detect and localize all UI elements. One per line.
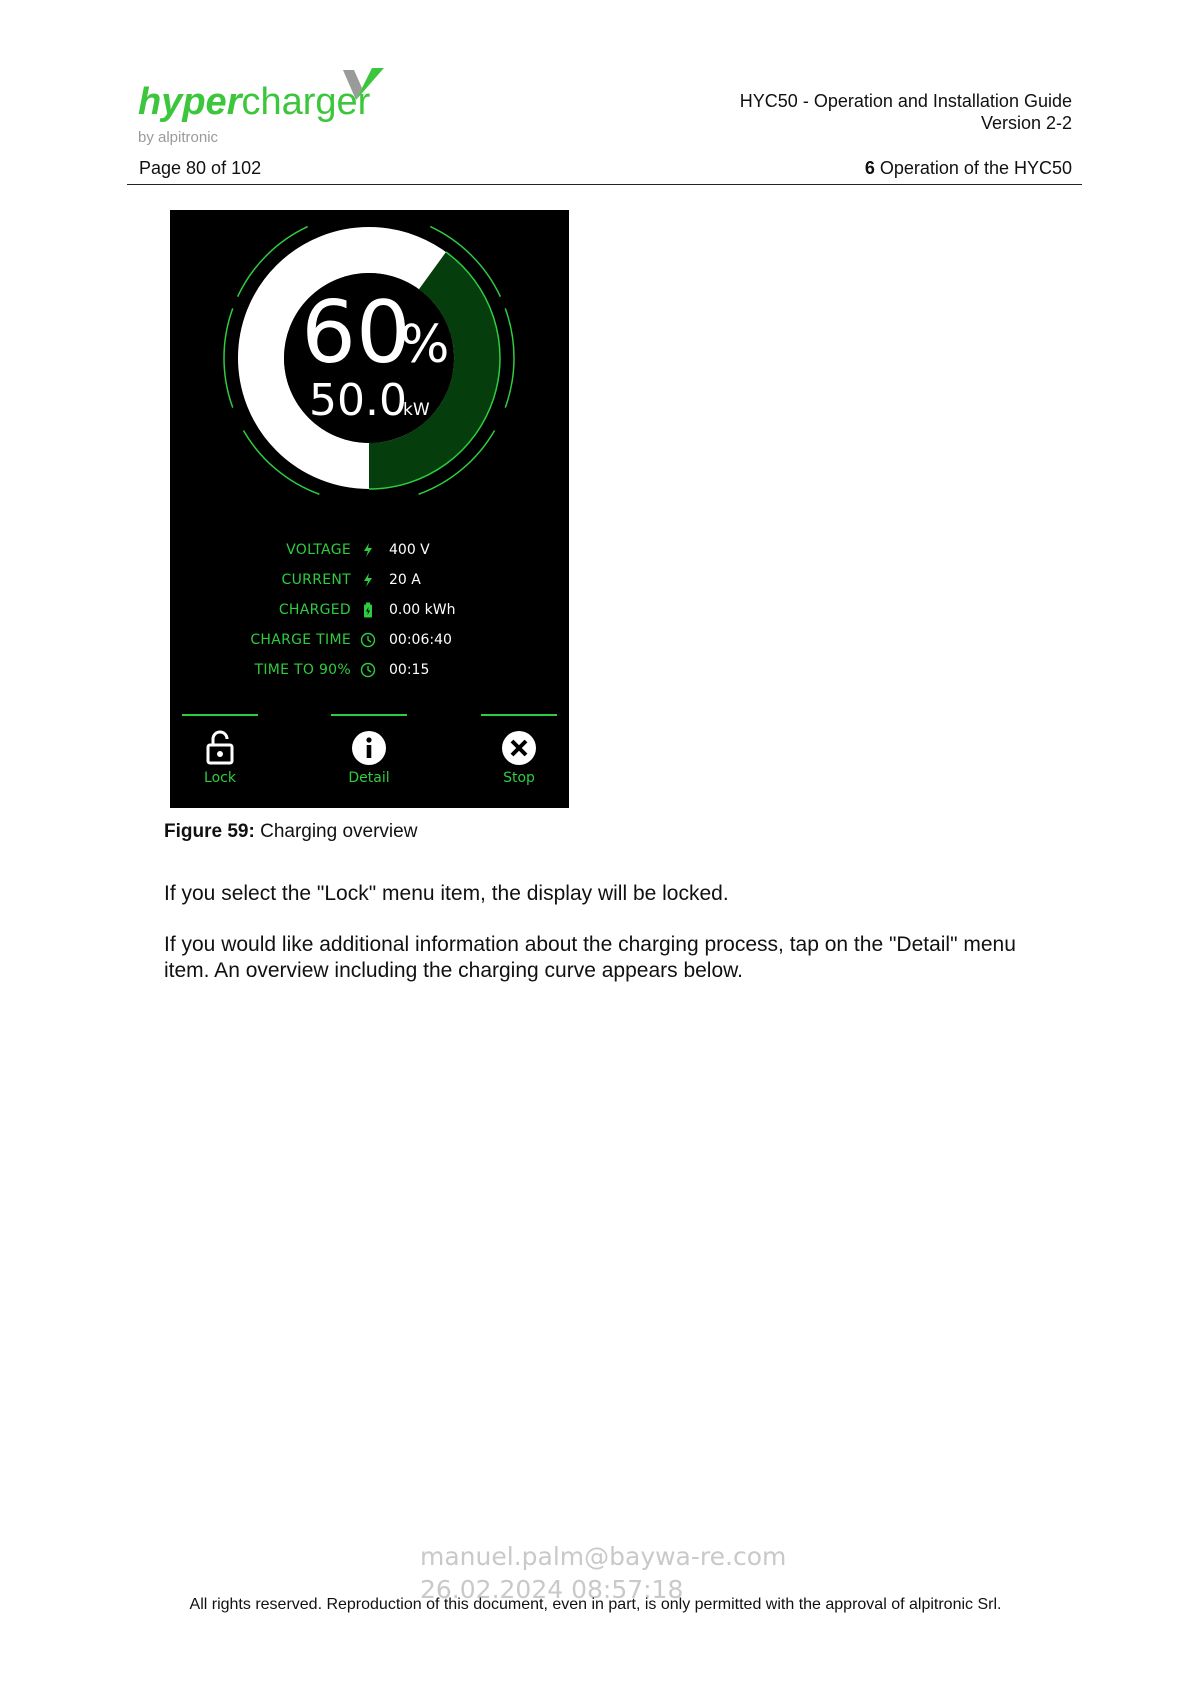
watermark-email: manuel.palm@baywa-re.com <box>420 1542 787 1571</box>
chapter-heading <box>865 158 1072 179</box>
document-title: HYC50 - Operation and Installation Guide <box>739 91 1072 111</box>
reading-value: 400 V <box>389 542 430 558</box>
clock-icon <box>360 662 376 678</box>
document-version: Version 2-2 <box>980 113 1072 133</box>
reading-value: 00:15 <box>389 662 430 678</box>
reading-value: 0.00 kWh <box>389 602 456 618</box>
bolt-icon <box>360 542 376 558</box>
reading-label: CHARGE TIME <box>250 632 351 648</box>
body-paragraph-lock: If you select the "Lock" menu item, the display will be locked. <box>164 882 729 905</box>
menu-lock-indicator <box>182 714 258 716</box>
chapter-title: Operation of the HYC50 <box>879 158 1072 178</box>
lock-button[interactable] <box>170 730 270 800</box>
battery-icon <box>360 602 376 618</box>
lock-label: Lock <box>204 770 236 786</box>
charge-gauge <box>170 210 569 510</box>
charging-overview-screen <box>170 210 569 808</box>
reading-label: VOLTAGE <box>286 542 351 558</box>
outer-arc-segment <box>505 308 514 407</box>
chapter-number: 6 <box>864 158 875 178</box>
outer-arc-segment <box>224 308 233 407</box>
reading-label: TIME TO 90% <box>254 662 351 678</box>
reading-time-to-90 <box>170 660 569 690</box>
charge-percent-value: 60 <box>301 283 411 383</box>
reading-current <box>170 570 569 600</box>
page-number: Page 80 of 102 <box>139 158 262 178</box>
close-icon <box>501 730 537 766</box>
figure-label: Figure 59: <box>164 821 255 842</box>
svg-text:60 <box>301 283 410 383</box>
menu-detail-indicator <box>331 714 407 716</box>
stop-button[interactable] <box>469 730 569 800</box>
info-icon <box>351 730 387 766</box>
reading-charged <box>170 600 569 630</box>
watermark-datetime: 26.02.2024 08:57:18 <box>420 1575 684 1604</box>
figure-caption <box>164 821 417 843</box>
reading-charge-time <box>170 630 569 660</box>
reading-value: 00:06:40 <box>389 632 452 648</box>
stop-label: Stop <box>503 770 535 786</box>
reading-voltage <box>170 540 569 570</box>
clock-icon <box>360 632 376 648</box>
logo-text-bold: hyper <box>138 81 242 123</box>
logo-text-light: charger <box>241 81 371 123</box>
detail-button[interactable] <box>319 730 419 800</box>
detail-label: Detail <box>348 770 390 786</box>
reading-value: 20 A <box>389 572 421 588</box>
header-divider <box>127 184 1082 185</box>
hypercharger-logo <box>136 66 396 156</box>
footer-copyright: All rights reserved. Reproduction of this document, even in part, is only permitted with the approval of alpitronic Srl. <box>189 1596 1002 1613</box>
figure-title: Charging overview <box>254 821 418 842</box>
power-unit: kW <box>403 400 430 420</box>
bolt-icon <box>360 572 376 588</box>
body-paragraph-detail: If you would like additional information about the charging process, tap on the "Detail" menu item. An overview including the charging curve appears below. <box>164 933 1016 982</box>
reading-label: CHARGED <box>278 602 351 618</box>
power-value: 50.0 <box>309 375 407 426</box>
logo-subtitle: by alpitronic <box>138 129 219 146</box>
reading-label: CURRENT <box>281 572 351 588</box>
charge-percent-unit: % <box>400 315 450 375</box>
svg-text:hypercharger <box>138 81 371 123</box>
lock-icon <box>205 730 235 766</box>
menu-stop-indicator <box>481 714 557 716</box>
